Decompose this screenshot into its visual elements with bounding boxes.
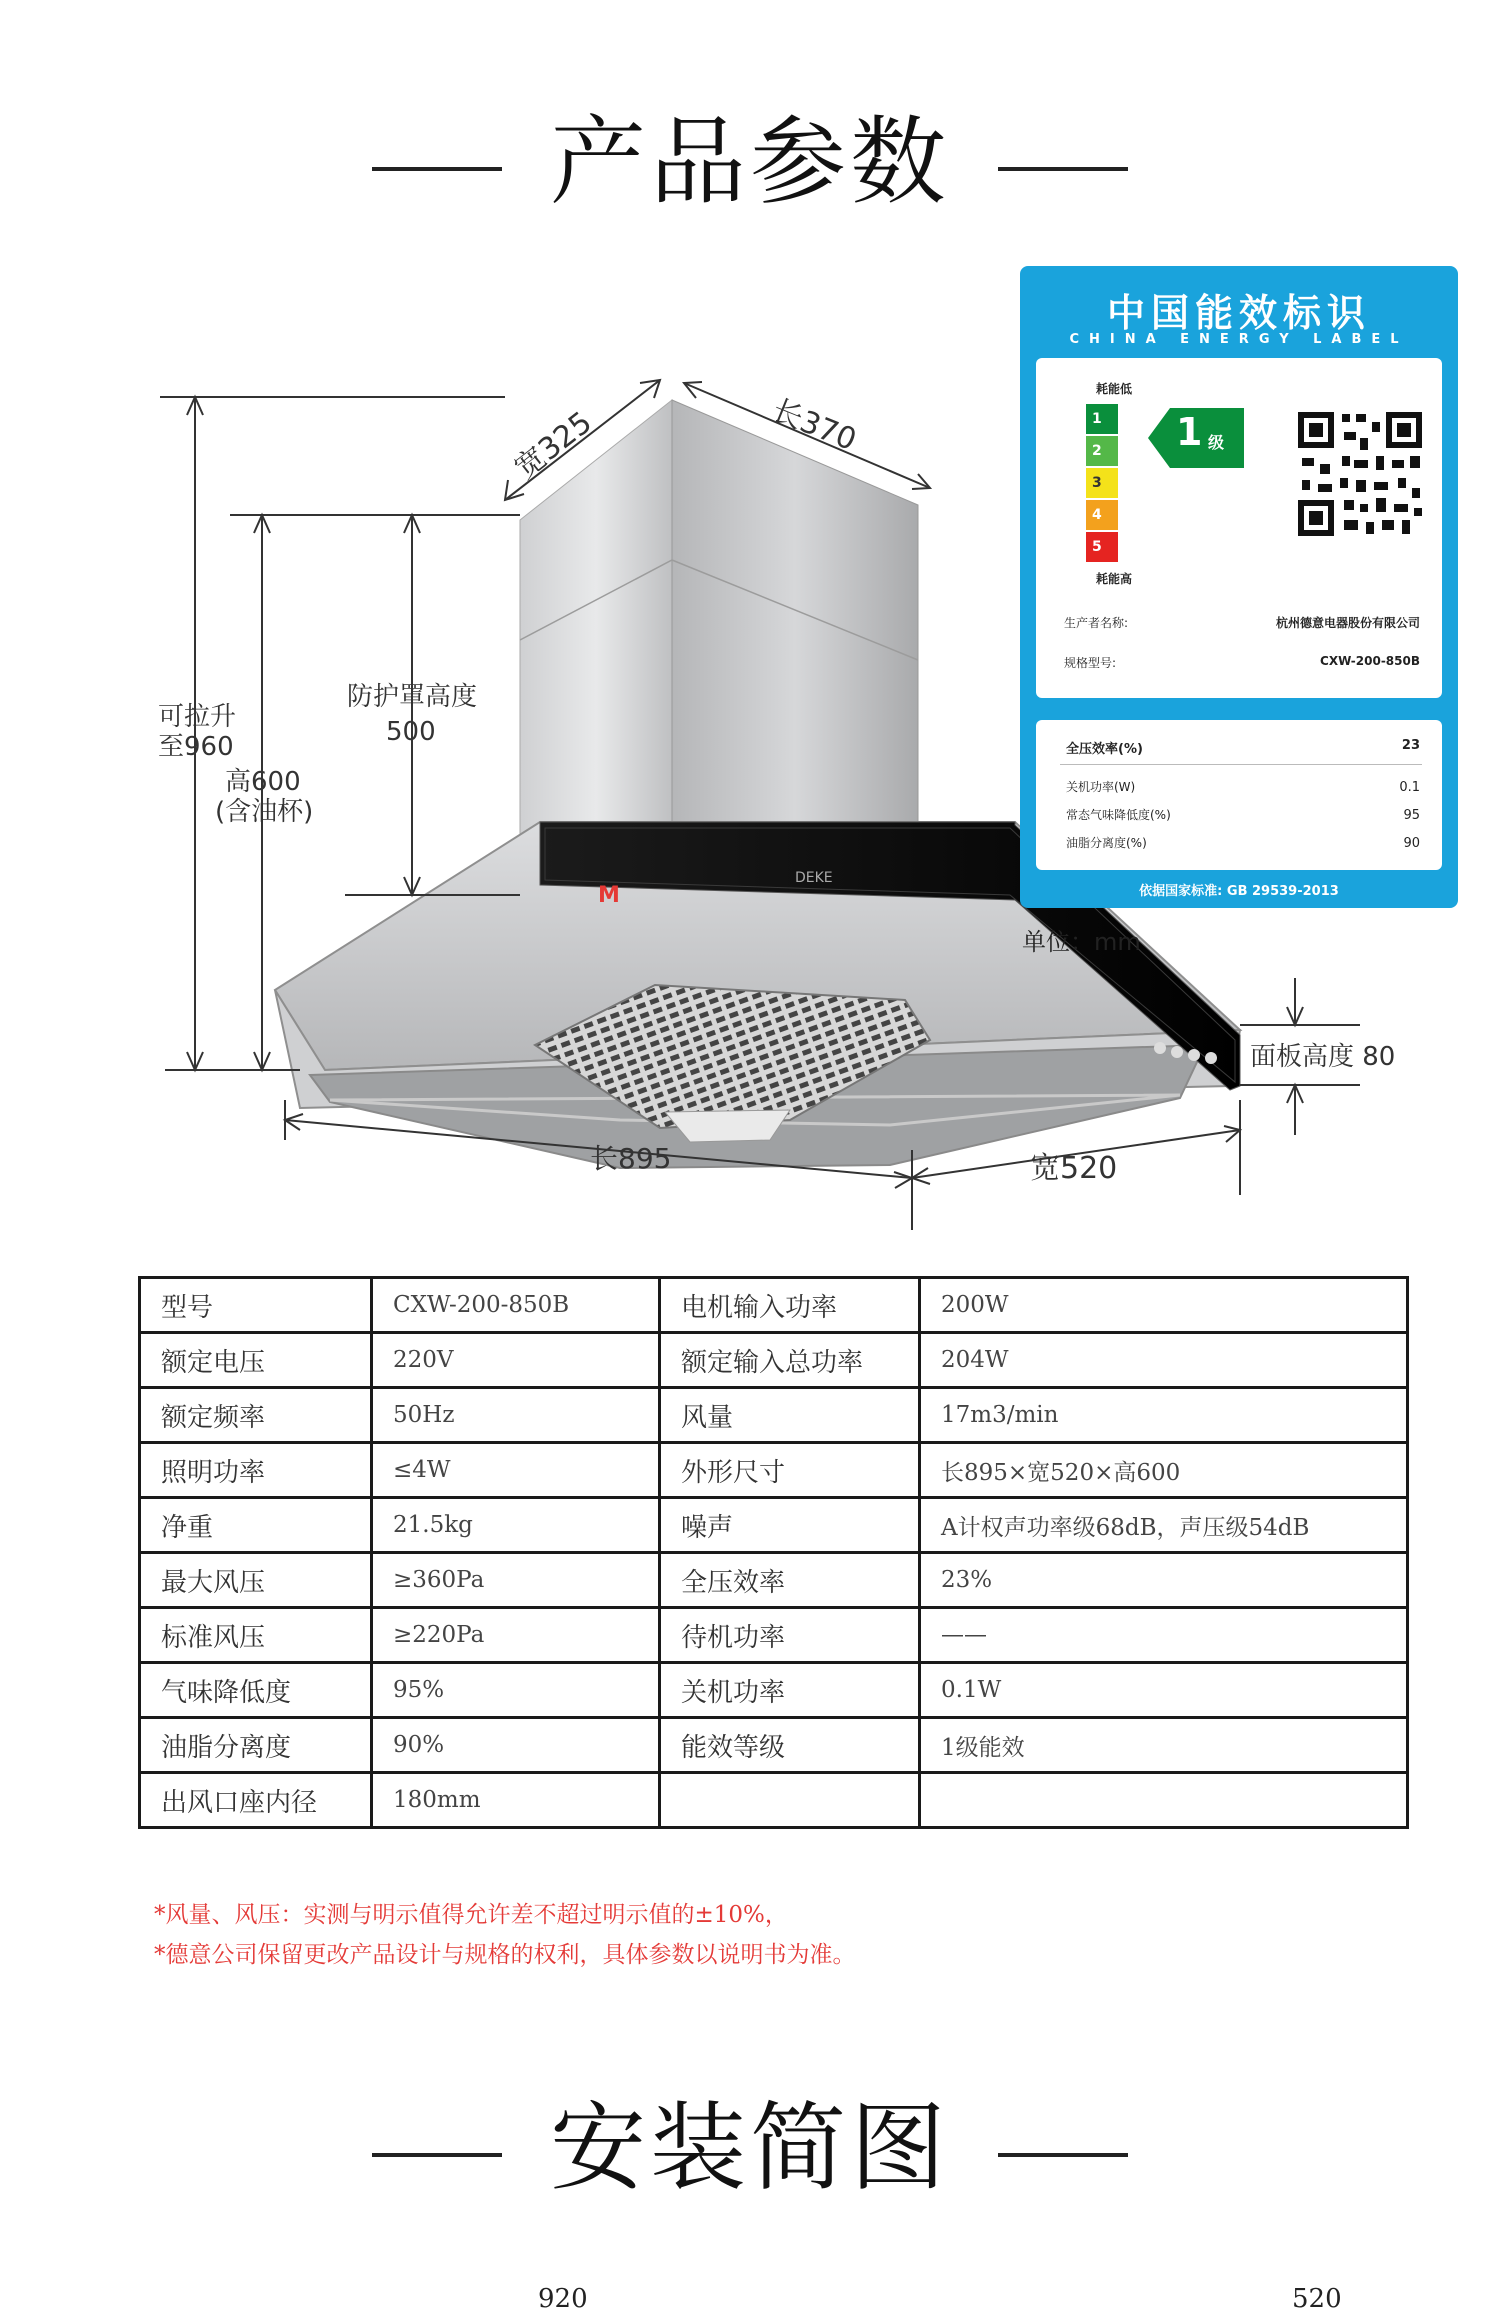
metric-value: 23 xyxy=(1401,738,1420,753)
grade-bar-4: 4 xyxy=(1086,500,1118,530)
spec-value-cell: 21.5kg xyxy=(372,1498,660,1553)
energy-label-grade-panel xyxy=(1036,358,1442,698)
spec-row xyxy=(140,1388,1408,1443)
spec-label-cell: 出风口座内径 xyxy=(140,1773,372,1828)
metric-value: 95 xyxy=(1403,808,1420,823)
spec-label-cell: 气味降低度 xyxy=(140,1663,372,1718)
spec-label-cell: 待机功率 xyxy=(660,1608,920,1663)
metric-label: 油脂分离度(%) xyxy=(1066,836,1147,850)
spec-row xyxy=(140,1498,1408,1553)
dim-label-liftable-1: 可拉升 xyxy=(158,702,237,732)
spec-value-cell: 长895×宽520×高600 xyxy=(920,1443,1408,1498)
unit-label: 单位：mm xyxy=(1022,928,1141,956)
section-title-install xyxy=(0,2072,1500,2209)
spec-value-cell: 220V xyxy=(372,1333,660,1388)
spec-label-cell: 额定电压 xyxy=(140,1333,372,1388)
spec-row xyxy=(140,1718,1408,1773)
china-energy-label xyxy=(1020,266,1458,908)
energy-label-footer: 依据国家标准: GB 29539-2013 xyxy=(1139,884,1339,899)
spec-value-cell xyxy=(920,1773,1408,1828)
control-knob xyxy=(1188,1049,1200,1061)
metric-divider xyxy=(1060,764,1422,765)
title-dash-right xyxy=(998,2153,1128,2157)
dim-label-guard-1: 防护罩高度 xyxy=(347,682,478,712)
grade-bar-3: 3 xyxy=(1086,468,1118,498)
install-dimension-left: 920 xyxy=(538,2284,588,2314)
grade-badge-suffix: 级 xyxy=(1208,433,1225,452)
spec-row xyxy=(140,1333,1408,1388)
spec-label-cell: 净重 xyxy=(140,1498,372,1553)
maker-label: 生产者名称: xyxy=(1064,616,1129,630)
note-line: *德意公司保留更改产品设计与规格的权利，具体参数以说明书为准。 xyxy=(154,1942,856,1968)
spec-row xyxy=(140,1608,1408,1663)
dim-label-width-top: 宽325 xyxy=(508,404,599,487)
spec-table-body xyxy=(140,1278,1408,1828)
spec-value-cell: ≤4W xyxy=(372,1443,660,1498)
spec-value-cell: 180mm xyxy=(372,1773,660,1828)
spec-label-cell: 照明功率 xyxy=(140,1443,372,1498)
metric-value: 0.1 xyxy=(1399,780,1420,795)
dim-label-height-1: 高600 xyxy=(225,767,301,797)
spec-label-cell xyxy=(660,1773,920,1828)
metric-value: 90 xyxy=(1403,836,1420,851)
spec-value-cell: ≥360Pa xyxy=(372,1553,660,1608)
spec-value-cell: 204W xyxy=(920,1333,1408,1388)
spec-label-cell: 额定输入总功率 xyxy=(660,1333,920,1388)
dim-label-panel-height: 面板高度 80 xyxy=(1250,1042,1396,1072)
control-knob xyxy=(1205,1052,1217,1064)
title-dash-left xyxy=(372,167,502,171)
grade-bar-5: 5 xyxy=(1086,532,1118,562)
spec-value-cell: —— xyxy=(920,1608,1408,1663)
install-dimension-right: 520 xyxy=(1292,2284,1342,2314)
spec-label-cell: 外形尺寸 xyxy=(660,1443,920,1498)
spec-row xyxy=(140,1773,1408,1828)
section-title-text: 产品参数 xyxy=(550,106,950,218)
model-value: CXW-200-850B xyxy=(1320,654,1420,668)
spec-value-cell: 90% xyxy=(372,1718,660,1773)
dim-label-width-bottom: 宽520 xyxy=(1030,1151,1118,1186)
metric-label: 全压效率(%) xyxy=(1066,742,1143,757)
section-title-params xyxy=(0,86,1500,223)
spec-label-cell: 电机输入功率 xyxy=(660,1278,920,1333)
maker-value: 杭州德意电器股份有限公司 xyxy=(1275,616,1420,630)
dim-label-height-2: (含油杯) xyxy=(215,797,314,827)
metric-label: 常态气味降低度(%) xyxy=(1066,808,1171,822)
spec-value-cell: CXW-200-850B xyxy=(372,1278,660,1333)
spec-value-cell: ≥220Pa xyxy=(372,1608,660,1663)
energy-label-subtitle: CHINA ENERGY LABEL xyxy=(1069,332,1409,347)
brand-logo-text: DEKE xyxy=(795,870,833,886)
qr-code-icon xyxy=(1294,408,1426,540)
title-dash-right xyxy=(998,167,1128,171)
spec-value-cell: 200W xyxy=(920,1278,1408,1333)
spec-label-cell: 能效等级 xyxy=(660,1718,920,1773)
note-line: *风量、风压：实测与明示值得允许差不超过明示值的±10%， xyxy=(154,1902,788,1928)
spec-value-cell: 23% xyxy=(920,1553,1408,1608)
spec-row xyxy=(140,1278,1408,1333)
spec-value-cell: 0.1W xyxy=(920,1663,1408,1718)
spec-label-cell: 全压效率 xyxy=(660,1553,920,1608)
spec-row xyxy=(140,1443,1408,1498)
spec-label-cell: 风量 xyxy=(660,1388,920,1443)
brand-logo-mark: M xyxy=(598,883,620,908)
control-knob xyxy=(1171,1046,1183,1058)
dim-label-guard-2: 500 xyxy=(386,717,436,747)
dim-label-liftable-2: 至960 xyxy=(158,732,234,762)
energy-label-title: 中国能效标识 xyxy=(1106,291,1371,335)
spec-label-cell: 额定频率 xyxy=(140,1388,372,1443)
spec-value-cell: 17m3/min xyxy=(920,1388,1408,1443)
spec-value-cell: 1级能效 xyxy=(920,1718,1408,1773)
section-title-text: 安装简图 xyxy=(550,2092,950,2204)
spec-label-cell: 噪声 xyxy=(660,1498,920,1553)
grade-badge-number: 1 xyxy=(1176,410,1203,454)
energy-label-metrics-panel xyxy=(1036,720,1442,870)
model-label: 规格型号: xyxy=(1064,656,1117,670)
dim-label-length-top: 长370 xyxy=(767,392,862,459)
dim-label-length-bottom: 长895 xyxy=(590,1142,672,1175)
spec-table xyxy=(138,1276,1409,1829)
energy-low-label: 耗能低 xyxy=(1096,382,1133,396)
spec-row xyxy=(140,1553,1408,1608)
spec-value-cell: A计权声功率级68dB，声压级54dB xyxy=(920,1498,1408,1553)
metric-label: 关机功率(W) xyxy=(1066,780,1136,794)
grade-bar-2: 2 xyxy=(1086,436,1118,466)
spec-label-cell: 关机功率 xyxy=(660,1663,920,1718)
spec-row xyxy=(140,1663,1408,1718)
spec-value-cell: 95% xyxy=(372,1663,660,1718)
spec-value-cell: 50Hz xyxy=(372,1388,660,1443)
spec-label-cell: 最大风压 xyxy=(140,1553,372,1608)
energy-high-label: 耗能高 xyxy=(1096,572,1133,586)
grade-bar-1: 1 xyxy=(1086,404,1118,434)
title-dash-left xyxy=(372,2153,502,2157)
control-knob xyxy=(1154,1042,1166,1054)
spec-label-cell: 油脂分离度 xyxy=(140,1718,372,1773)
spec-label-cell: 型号 xyxy=(140,1278,372,1333)
spec-label-cell: 标准风压 xyxy=(140,1608,372,1663)
